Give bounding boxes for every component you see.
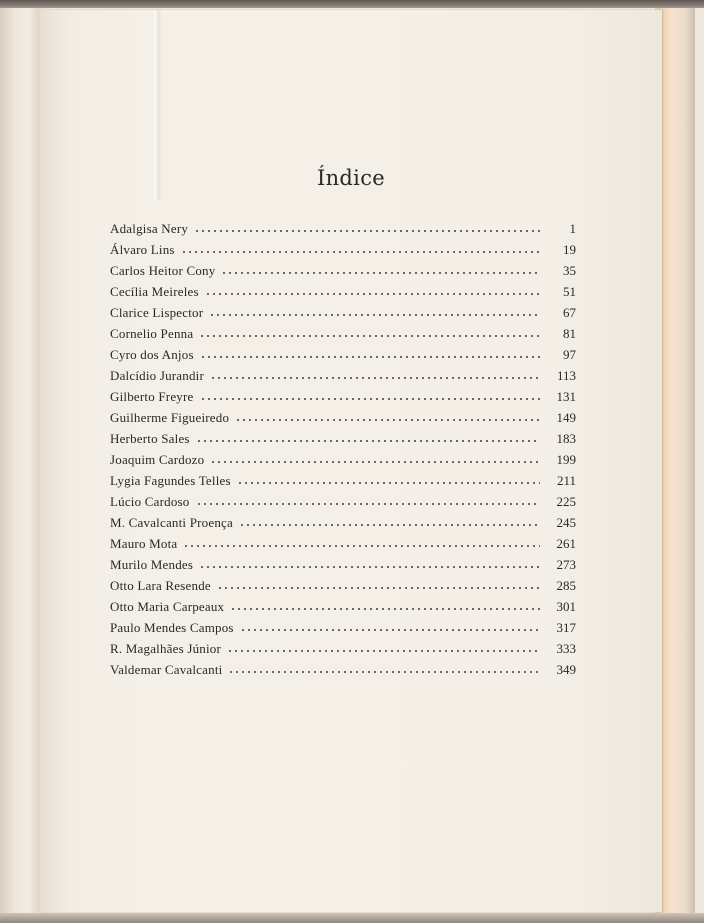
- toc-entry-author: Lygia Fagundes Telles: [110, 473, 231, 488]
- dot-leader: [183, 535, 540, 548]
- toc-entry: [110, 346, 576, 367]
- toc-entry: [110, 409, 576, 430]
- toc-entry-author: Dalcídio Jurandir: [110, 368, 205, 383]
- toc-entry: [110, 241, 576, 262]
- toc-entry-page-number: 333: [556, 641, 576, 656]
- dot-leader: [200, 388, 540, 401]
- toc-entry-page-number: 183: [556, 431, 576, 446]
- dot-leader: [194, 220, 540, 233]
- toc-entry-author: Joaquim Cardozo: [110, 452, 205, 467]
- dot-leader: [205, 283, 540, 296]
- toc-entry: [110, 304, 576, 325]
- toc-entry-author: Cecília Meireles: [110, 284, 199, 299]
- toc-entry-page-number: 67: [563, 305, 576, 320]
- toc-entry-page-number: 81: [563, 326, 576, 341]
- toc-entry-page-number: 113: [556, 368, 576, 383]
- toc-entry-page-number: 349: [556, 662, 576, 677]
- toc-entry: [110, 388, 576, 409]
- dot-leader: [227, 640, 540, 653]
- toc-entry: [110, 514, 576, 535]
- dot-leader: [239, 514, 540, 527]
- toc-entry-author: Paulo Mendes Campos: [110, 620, 234, 635]
- toc-entry-author: Valdemar Cavalcanti: [110, 662, 223, 677]
- dot-leader: [237, 472, 540, 485]
- toc-entry-page-number: 35: [563, 263, 576, 278]
- toc-entry-author: Adalgisa Nery: [110, 221, 189, 236]
- toc-entry-author: Herberto Sales: [110, 431, 190, 446]
- toc-entry: [110, 619, 576, 640]
- toc-entry-author: Clarice Lispector: [110, 305, 204, 320]
- dot-leader: [228, 661, 540, 674]
- dot-leader: [235, 409, 540, 422]
- toc-entry: [110, 640, 576, 661]
- toc-entry-author: Mauro Mota: [110, 536, 178, 551]
- dot-leader: [230, 598, 540, 611]
- toc-entry-author: Cyro dos Anjos: [110, 347, 194, 362]
- toc-entry-author: Carlos Heitor Cony: [110, 263, 216, 278]
- dot-leader: [221, 262, 540, 275]
- toc-entry: [110, 577, 576, 598]
- toc-entry-author: Guilherme Figueiredo: [110, 410, 230, 425]
- dot-leader: [209, 304, 540, 317]
- dot-leader: [199, 556, 540, 569]
- toc-entry-page-number: 211: [556, 473, 576, 488]
- toc-entry-author: Cornelio Penna: [110, 326, 194, 341]
- toc-entry-author: R. Magalhães Júnior: [110, 641, 222, 656]
- toc-entry-page-number: 199: [556, 452, 576, 467]
- toc-entry: [110, 535, 576, 556]
- dot-leader: [217, 577, 540, 590]
- toc-entry-page-number: 273: [556, 557, 576, 572]
- toc-entry: [110, 262, 576, 283]
- toc-entry-author: M. Cavalcanti Proença: [110, 515, 233, 530]
- toc-entry-author: Otto Maria Carpeaux: [110, 599, 225, 614]
- dot-leader: [210, 367, 540, 380]
- toc-entry-page-number: 225: [556, 494, 576, 509]
- toc-entry-page-number: 317: [556, 620, 576, 635]
- toc-entry: [110, 430, 576, 451]
- toc-entry-page-number: 131: [556, 389, 576, 404]
- index-title: Índice: [317, 166, 385, 190]
- bottom-edge: [0, 913, 704, 923]
- dot-leader: [240, 619, 540, 632]
- dot-leader: [196, 430, 540, 443]
- dot-leader: [200, 346, 540, 359]
- toc-entry-page-number: 285: [556, 578, 576, 593]
- toc-entry: [110, 661, 576, 682]
- toc-entry-author: Álvaro Lins: [110, 242, 175, 257]
- toc-entry-author: Lúcio Cardoso: [110, 494, 190, 509]
- toc-entry-page-number: 51: [563, 284, 576, 299]
- toc-entry-author: Otto Lara Resende: [110, 578, 211, 593]
- toc-entry: [110, 451, 576, 472]
- table-of-contents: [110, 220, 576, 682]
- dot-leader: [199, 325, 540, 338]
- toc-entry-page-number: 97: [563, 347, 576, 362]
- toc-entry: [110, 220, 576, 241]
- toc-entry: [110, 367, 576, 388]
- toc-entry-page-number: 1: [569, 221, 576, 236]
- toc-entry: [110, 325, 576, 346]
- toc-entry-page-number: 261: [556, 536, 576, 551]
- toc-entry: [110, 283, 576, 304]
- toc-entry: [110, 472, 576, 493]
- toc-entry: [110, 598, 576, 619]
- toc-entry-author: Gilberto Freyre: [110, 389, 194, 404]
- toc-entry-page-number: 19: [563, 242, 576, 257]
- dot-leader: [181, 241, 540, 254]
- toc-entry-page-number: 301: [556, 599, 576, 614]
- toc-entry: [110, 493, 576, 514]
- toc-entry-page-number: 245: [556, 515, 576, 530]
- dot-leader: [210, 451, 540, 464]
- toc-entry: [110, 556, 576, 577]
- toc-entry-author: Murilo Mendes: [110, 557, 194, 572]
- dot-leader: [196, 493, 540, 506]
- toc-entry-page-number: 149: [556, 410, 576, 425]
